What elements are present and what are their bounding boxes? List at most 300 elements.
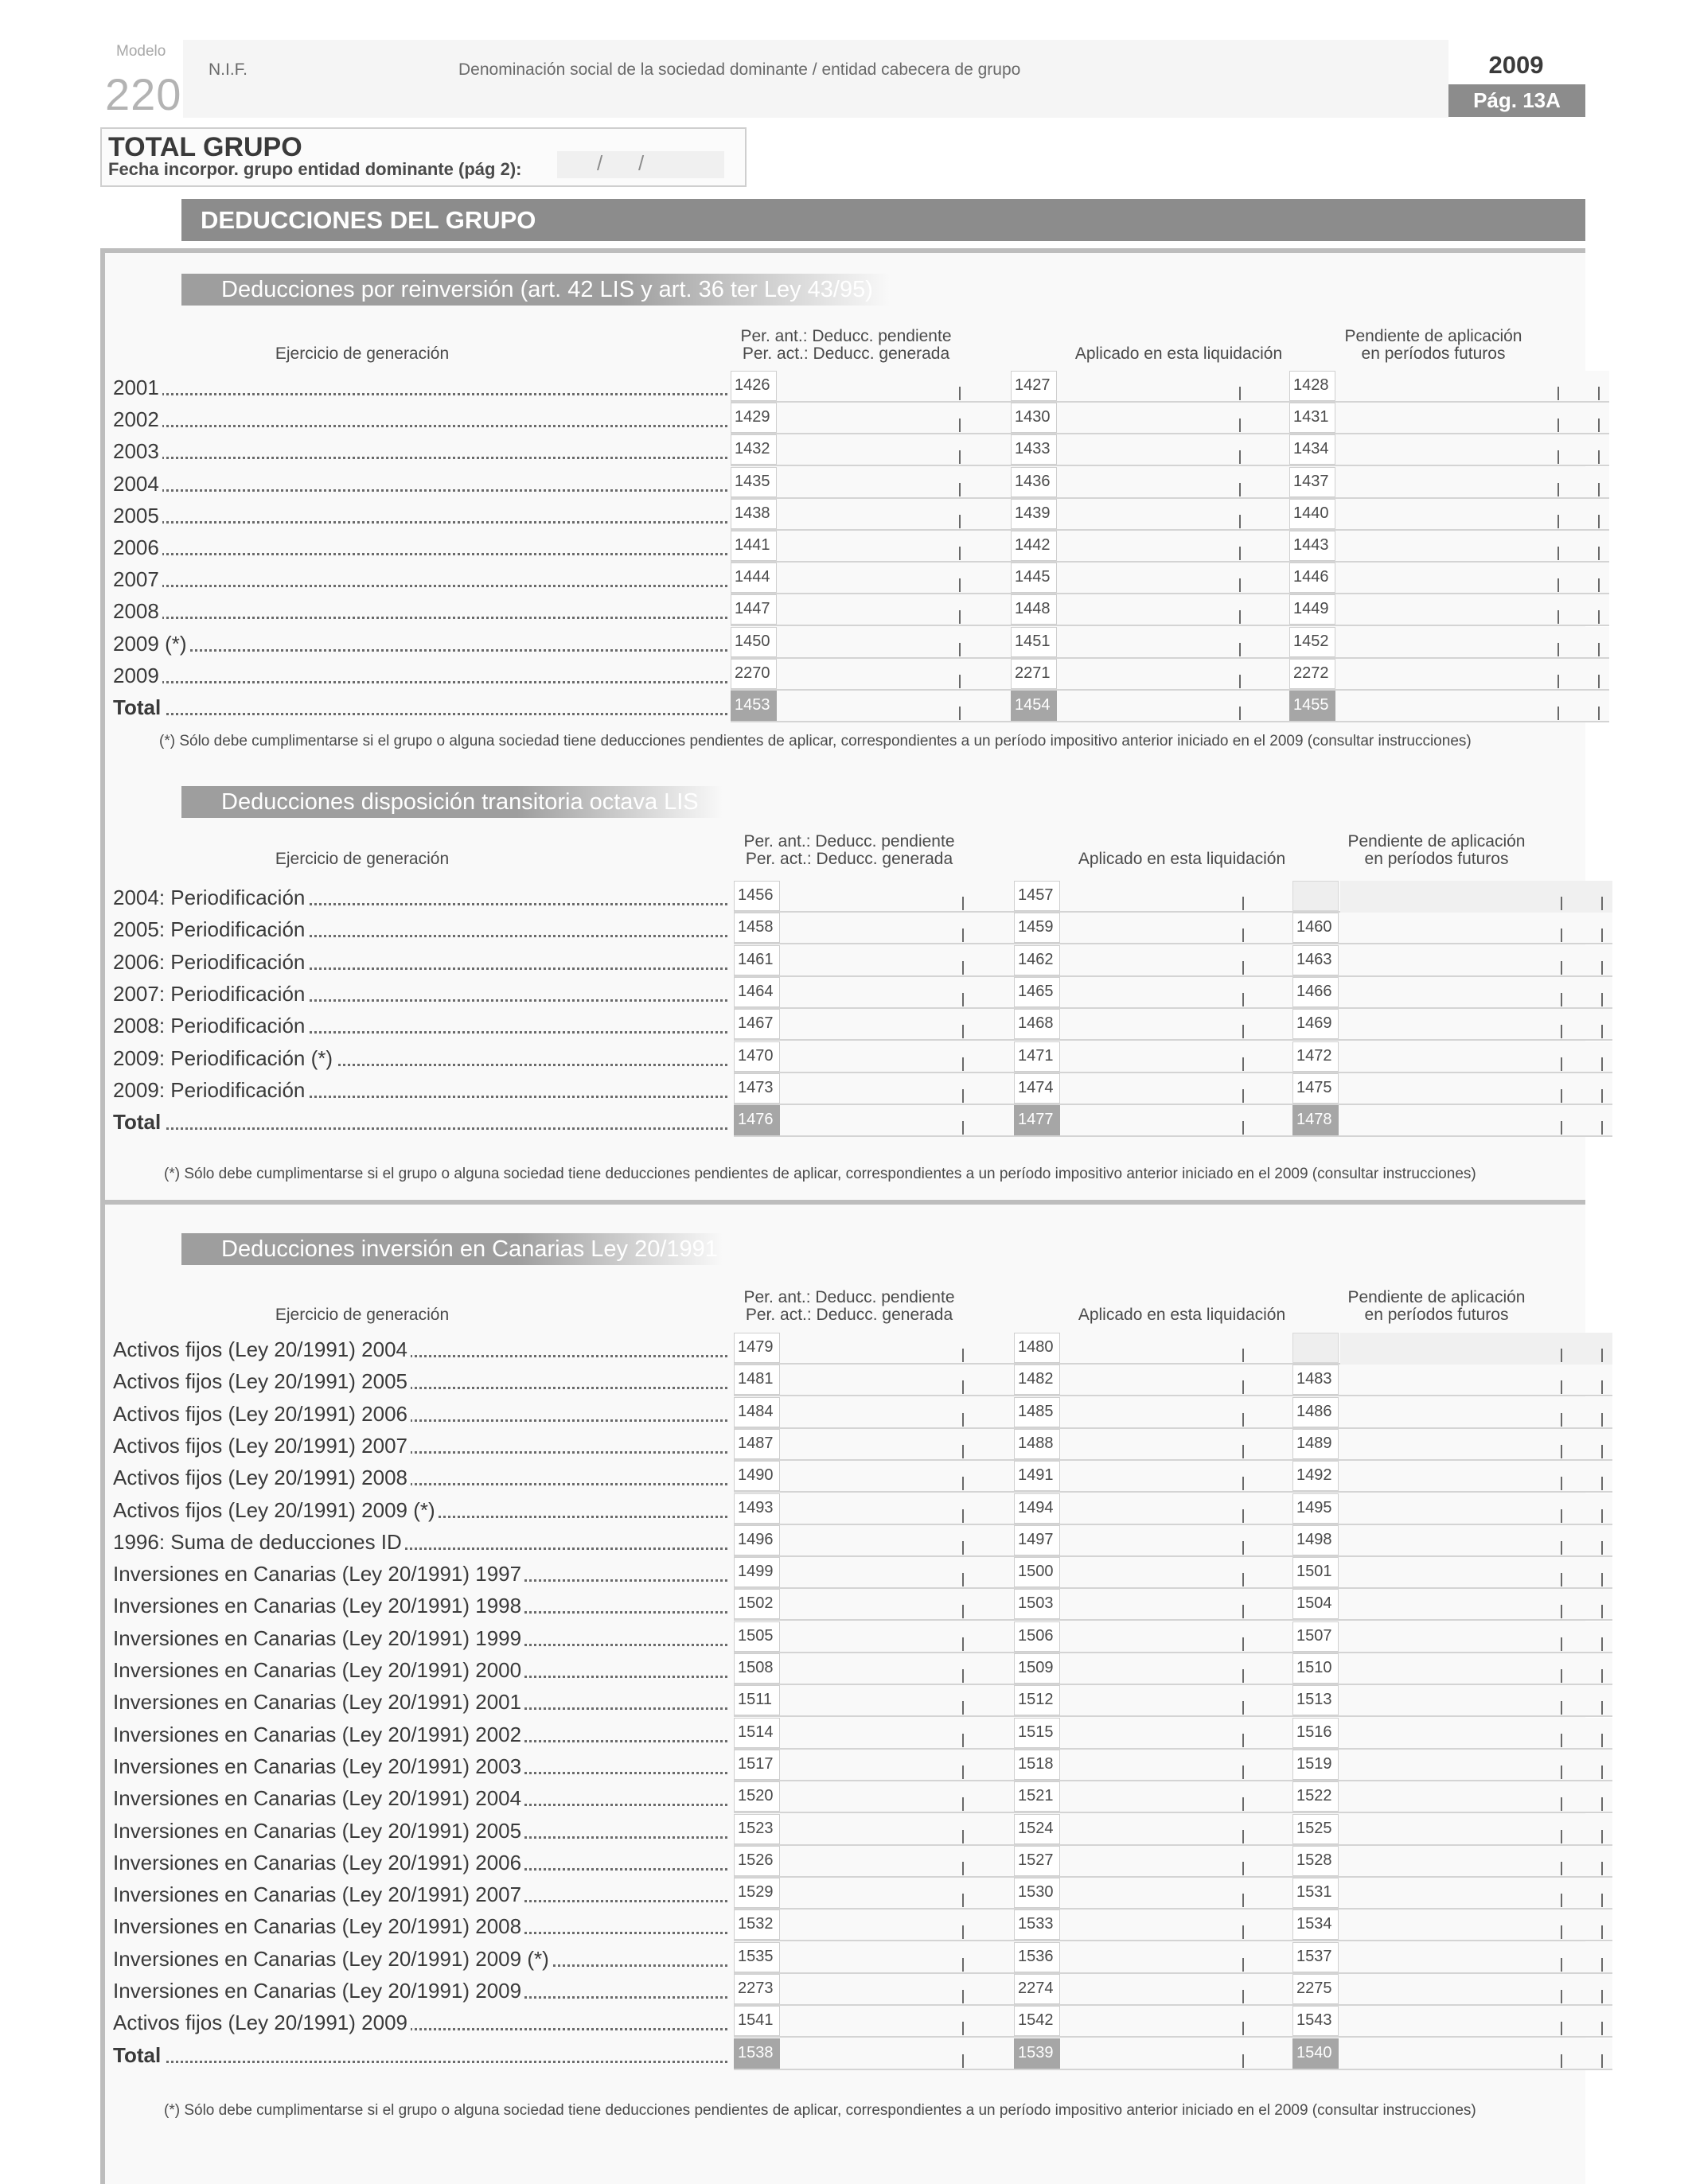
year-label: 2009 <box>1488 51 1544 79</box>
box-code: 1499 <box>734 1557 780 1587</box>
decimal-separator <box>1561 1477 1562 1490</box>
box-code: 1429 <box>731 403 777 433</box>
amount-cell[interactable] <box>1014 2006 1294 2038</box>
amount-cell[interactable] <box>731 467 1011 499</box>
amount-input[interactable] <box>1337 467 1609 499</box>
amount-cell[interactable] <box>1292 1974 1612 2006</box>
amount-input[interactable] <box>782 1105 1014 1137</box>
amount-cell[interactable] <box>1011 531 1291 563</box>
amount-input[interactable] <box>1062 1493 1294 1525</box>
amount-input[interactable] <box>1337 691 1609 722</box>
amount-input[interactable] <box>1340 1718 1612 1750</box>
amount-input[interactable] <box>782 1009 1014 1041</box>
table-row <box>0 1846 1692 1878</box>
amount-input[interactable] <box>1062 1878 1294 1910</box>
amount-input[interactable] <box>1337 594 1609 626</box>
amount-cell[interactable] <box>1014 1397 1294 1429</box>
amount-input[interactable] <box>1062 1365 1294 1396</box>
box-code: 1478 <box>1292 1105 1339 1135</box>
amount-input[interactable] <box>1062 1397 1294 1429</box>
amount-input[interactable] <box>1340 1041 1612 1073</box>
decimal-separator <box>1561 1573 1562 1586</box>
date-separator: / <box>638 151 645 175</box>
amount-cell[interactable] <box>1292 977 1612 1009</box>
decimal-separator <box>959 387 961 400</box>
amount-input[interactable] <box>782 1814 1014 1846</box>
amount-cell[interactable] <box>1292 1557 1612 1589</box>
amount-input[interactable] <box>782 1557 1014 1589</box>
decimal-separator <box>1601 1894 1603 1907</box>
amount-input[interactable] <box>1340 1009 1612 1041</box>
amount-cell[interactable] <box>1014 1910 1294 1941</box>
amount-input[interactable] <box>778 691 1011 722</box>
amount-input[interactable] <box>1340 1750 1612 1781</box>
amount-cell[interactable] <box>1292 1105 1612 1137</box>
amount-input[interactable] <box>1062 1718 1294 1750</box>
amount-cell[interactable] <box>1014 1105 1294 1137</box>
amount-cell[interactable] <box>1014 1461 1294 1493</box>
amount-input[interactable] <box>1340 1493 1612 1525</box>
amount-cell[interactable] <box>1014 1685 1294 1717</box>
amount-cell[interactable] <box>1011 659 1291 691</box>
amount-input[interactable] <box>778 467 1011 499</box>
amount-cell[interactable] <box>1011 467 1291 499</box>
amount-input[interactable] <box>782 1781 1014 1813</box>
amount-input[interactable] <box>1058 434 1291 466</box>
box-code: 1511 <box>734 1685 780 1715</box>
decimal-separator <box>1557 419 1559 432</box>
amount-input[interactable] <box>1340 1333 1612 1365</box>
amount-input[interactable] <box>778 531 1011 563</box>
amount-input[interactable] <box>1340 1557 1612 1589</box>
decimal-separator <box>1561 1445 1562 1458</box>
amount-input[interactable] <box>782 2006 1014 2038</box>
modelo-label: Modelo <box>116 43 166 60</box>
amount-cell[interactable] <box>1292 1621 1612 1653</box>
amount-cell[interactable] <box>1011 403 1291 434</box>
amount-input[interactable] <box>1337 531 1609 563</box>
amount-input[interactable] <box>1058 627 1291 659</box>
row-label-text: 2005: Periodificación <box>113 917 308 941</box>
amount-input[interactable] <box>782 1493 1014 1525</box>
amount-cell[interactable] <box>1292 2038 1612 2070</box>
box-code: 1456 <box>734 881 780 911</box>
amount-cell[interactable] <box>1289 627 1609 659</box>
amount-input[interactable] <box>1340 2006 1612 2038</box>
amount-cell[interactable] <box>1292 945 1612 977</box>
amount-input[interactable] <box>782 1365 1014 1396</box>
amount-cell[interactable] <box>1014 1653 1294 1685</box>
amount-cell[interactable] <box>1292 1910 1612 1941</box>
amount-input[interactable] <box>1062 2038 1294 2070</box>
amount-cell[interactable] <box>1014 1750 1294 1781</box>
amount-cell[interactable] <box>734 1493 1014 1525</box>
amount-input[interactable] <box>1062 1685 1294 1717</box>
amount-input[interactable] <box>1058 563 1291 594</box>
amount-input[interactable] <box>782 1974 1014 2006</box>
amount-input[interactable] <box>1058 371 1291 403</box>
amount-cell[interactable] <box>1289 563 1609 594</box>
amount-input[interactable] <box>1062 913 1294 944</box>
amount-input[interactable] <box>782 1846 1014 1878</box>
amount-cell[interactable] <box>731 531 1011 563</box>
amount-input[interactable] <box>1340 1653 1612 1685</box>
amount-input[interactable] <box>1062 1653 1294 1685</box>
amount-cell[interactable] <box>731 499 1011 531</box>
amount-cell[interactable] <box>1014 1846 1294 1878</box>
amount-input[interactable] <box>1062 1073 1294 1105</box>
amount-cell[interactable] <box>1292 1846 1612 1878</box>
amount-cell[interactable] <box>1289 531 1609 563</box>
amount-input[interactable] <box>1340 1589 1612 1621</box>
amount-input[interactable] <box>1337 434 1609 466</box>
amount-input[interactable] <box>1340 1397 1612 1429</box>
amount-cell[interactable] <box>1289 594 1609 626</box>
amount-input[interactable] <box>778 434 1011 466</box>
amount-input[interactable] <box>1340 1781 1612 1813</box>
amount-cell[interactable] <box>1014 945 1294 977</box>
amount-input[interactable] <box>1340 881 1612 913</box>
amount-input[interactable] <box>1337 371 1609 403</box>
amount-cell[interactable] <box>1014 1073 1294 1105</box>
amount-cell[interactable] <box>734 1009 1014 1041</box>
amount-cell[interactable] <box>734 1974 1014 2006</box>
amount-input[interactable] <box>1340 1846 1612 1878</box>
amount-input[interactable] <box>1062 977 1294 1009</box>
decimal-separator <box>962 1605 964 1618</box>
decimal-separator <box>959 643 961 656</box>
amount-input[interactable] <box>1337 563 1609 594</box>
amount-cell[interactable] <box>734 1073 1014 1105</box>
amount-cell[interactable] <box>1289 691 1609 722</box>
amount-cell[interactable] <box>1014 1589 1294 1621</box>
amount-input[interactable] <box>1340 1429 1612 1461</box>
amount-input[interactable] <box>1062 1942 1294 1974</box>
decimal-separator <box>1239 610 1241 624</box>
amount-input[interactable] <box>1058 594 1291 626</box>
amount-input[interactable] <box>1058 467 1291 499</box>
fecha-incorporacion-field[interactable] <box>557 151 724 178</box>
amount-cell[interactable] <box>1289 371 1609 403</box>
amount-cell[interactable] <box>1292 1781 1612 1813</box>
amount-cell[interactable] <box>734 1461 1014 1493</box>
amount-input[interactable] <box>778 627 1011 659</box>
amount-input[interactable] <box>1340 1525 1612 1557</box>
amount-cell[interactable] <box>1292 1493 1612 1525</box>
amount-input[interactable] <box>1058 499 1291 531</box>
decimal-separator <box>962 1797 964 1811</box>
amount-input[interactable] <box>1340 1365 1612 1396</box>
amount-input[interactable] <box>1340 1814 1612 1846</box>
amount-input[interactable] <box>1062 1041 1294 1073</box>
amount-cell[interactable] <box>1011 434 1291 466</box>
amount-cell[interactable] <box>734 945 1014 977</box>
amount-input[interactable] <box>778 499 1011 531</box>
amount-cell[interactable] <box>734 1557 1014 1589</box>
row-label-text: Inversiones en Canarias (Ley 20/1991) 1998 <box>113 1594 524 1618</box>
row-label <box>113 439 727 464</box>
amount-cell[interactable] <box>734 1942 1014 1974</box>
box-code: 1519 <box>1292 1750 1339 1780</box>
amount-input[interactable] <box>1058 691 1291 722</box>
box-code: 1543 <box>1292 2006 1339 2036</box>
amount-cell[interactable] <box>1014 1621 1294 1653</box>
amount-cell[interactable] <box>1292 2006 1612 2038</box>
amount-cell[interactable] <box>1014 1814 1294 1846</box>
decimal-separator <box>1242 928 1244 942</box>
amount-cell[interactable] <box>1292 1429 1612 1461</box>
amount-cell[interactable] <box>1292 1589 1612 1621</box>
amount-input[interactable] <box>1340 945 1612 977</box>
amount-cell[interactable] <box>731 563 1011 594</box>
amount-input[interactable] <box>1340 2038 1612 2070</box>
amount-input[interactable] <box>782 1878 1014 1910</box>
amount-cell[interactable] <box>734 1878 1014 1910</box>
box-code: 1540 <box>1292 2038 1339 2069</box>
amount-cell[interactable] <box>1292 1525 1612 1557</box>
amount-cell[interactable] <box>734 977 1014 1009</box>
amount-cell[interactable] <box>1014 1365 1294 1396</box>
amount-cell[interactable] <box>734 1589 1014 1621</box>
amount-input[interactable] <box>1058 531 1291 563</box>
amount-input[interactable] <box>1058 659 1291 691</box>
amount-input[interactable] <box>1062 1009 1294 1041</box>
decimal-separator <box>1239 707 1241 720</box>
amount-input[interactable] <box>782 1041 1014 1073</box>
amount-input[interactable] <box>782 1718 1014 1750</box>
amount-cell[interactable] <box>734 1525 1014 1557</box>
amount-cell[interactable] <box>1014 1718 1294 1750</box>
amount-input[interactable] <box>1337 403 1609 434</box>
amount-cell[interactable] <box>1014 1429 1294 1461</box>
table-row <box>0 1525 1692 1557</box>
amount-input[interactable] <box>1340 1621 1612 1653</box>
amount-cell[interactable] <box>1014 1974 1294 2006</box>
amount-cell[interactable] <box>1292 1333 1612 1365</box>
dot-leader <box>113 585 727 587</box>
amount-input[interactable] <box>1062 1429 1294 1461</box>
amount-cell[interactable] <box>1014 1493 1294 1525</box>
amount-cell[interactable] <box>1292 1718 1612 1750</box>
amount-cell[interactable] <box>1011 499 1291 531</box>
amount-cell[interactable] <box>734 1910 1014 1941</box>
amount-input[interactable] <box>1062 1557 1294 1589</box>
amount-input[interactable] <box>1062 1974 1294 2006</box>
amount-cell[interactable] <box>1014 913 1294 944</box>
amount-cell[interactable] <box>731 434 1011 466</box>
amount-cell[interactable] <box>731 403 1011 434</box>
box-code: 1525 <box>1292 1814 1339 1844</box>
amount-input[interactable] <box>782 1073 1014 1105</box>
amount-cell[interactable] <box>734 2038 1014 2070</box>
amount-cell[interactable] <box>734 1846 1014 1878</box>
amount-cell[interactable] <box>1014 1781 1294 1813</box>
amount-cell[interactable] <box>1289 499 1609 531</box>
amount-input[interactable] <box>1062 2006 1294 2038</box>
amount-cell[interactable] <box>1011 627 1291 659</box>
amount-input[interactable] <box>778 563 1011 594</box>
amount-input[interactable] <box>782 1429 1014 1461</box>
table-row <box>0 1942 1692 1974</box>
amount-input[interactable] <box>782 1333 1014 1365</box>
amount-cell[interactable] <box>731 659 1011 691</box>
amount-cell[interactable] <box>1292 1041 1612 1073</box>
amount-cell[interactable] <box>731 627 1011 659</box>
amount-input[interactable] <box>782 1653 1014 1685</box>
amount-cell[interactable] <box>734 1429 1014 1461</box>
amount-input[interactable] <box>1337 659 1609 691</box>
amount-cell[interactable] <box>734 1718 1014 1750</box>
amount-cell[interactable] <box>1292 1397 1612 1429</box>
amount-cell[interactable] <box>1289 659 1609 691</box>
amount-cell[interactable] <box>1014 1009 1294 1041</box>
amount-input[interactable] <box>778 659 1011 691</box>
row-label-text: Inversiones en Canarias (Ley 20/1991) 2000 <box>113 1658 524 1682</box>
amount-input[interactable] <box>1062 945 1294 977</box>
amount-cell[interactable] <box>734 1333 1014 1365</box>
amount-cell[interactable] <box>734 1621 1014 1653</box>
amount-input[interactable] <box>1062 1333 1294 1365</box>
amount-input[interactable] <box>1062 1525 1294 1557</box>
amount-cell[interactable] <box>734 1105 1014 1137</box>
footnote: (*) Sólo debe cumplimentarse si el grupo o alguna sociedad tiene deducciones pendientes de aplicar, correspondientes a un período impositivo anterior iniciado en el 2009 (consultar instrucciones) <box>159 733 1472 749</box>
amount-cell[interactable] <box>1292 1750 1612 1781</box>
amount-input[interactable] <box>782 945 1014 977</box>
row-label <box>113 1819 727 1843</box>
amount-cell[interactable] <box>1292 1653 1612 1685</box>
amount-cell[interactable] <box>1292 881 1612 913</box>
amount-cell[interactable] <box>734 1041 1014 1073</box>
amount-cell[interactable] <box>1292 1009 1612 1041</box>
decimal-separator <box>1561 1637 1562 1651</box>
amount-cell[interactable] <box>1292 1685 1612 1717</box>
amount-input[interactable] <box>1062 1105 1294 1137</box>
decimal-separator <box>1598 547 1600 560</box>
amount-input[interactable] <box>782 1910 1014 1941</box>
amount-cell[interactable] <box>1292 1814 1612 1846</box>
amount-cell[interactable] <box>1014 1878 1294 1910</box>
box-code: 1457 <box>1014 881 1060 911</box>
amount-cell[interactable] <box>1292 1073 1612 1105</box>
amount-cell[interactable] <box>734 913 1014 944</box>
amount-input[interactable] <box>1062 1461 1294 1493</box>
amount-input[interactable] <box>782 1461 1014 1493</box>
amount-input[interactable] <box>1062 1750 1294 1781</box>
amount-input[interactable] <box>782 1621 1014 1653</box>
amount-cell[interactable] <box>1011 594 1291 626</box>
amount-input[interactable] <box>1340 1942 1612 1974</box>
amount-cell[interactable] <box>734 881 1014 913</box>
amount-cell[interactable] <box>731 371 1011 403</box>
amount-input[interactable] <box>782 1589 1014 1621</box>
amount-input[interactable] <box>782 1942 1014 1974</box>
amount-cell[interactable] <box>734 1685 1014 1717</box>
amount-cell[interactable] <box>1011 371 1291 403</box>
amount-input[interactable] <box>782 1397 1014 1429</box>
amount-cell[interactable] <box>1292 1365 1612 1396</box>
amount-input[interactable] <box>1340 1073 1612 1105</box>
amount-input[interactable] <box>1062 1846 1294 1878</box>
amount-cell[interactable] <box>1014 1557 1294 1589</box>
decimal-separator <box>1561 1797 1562 1811</box>
amount-cell[interactable] <box>734 1750 1014 1781</box>
amount-input[interactable] <box>1062 1781 1294 1813</box>
amount-cell[interactable] <box>734 2006 1014 2038</box>
amount-input[interactable] <box>1340 1974 1612 2006</box>
amount-input[interactable] <box>1340 913 1612 944</box>
amount-input[interactable] <box>1340 977 1612 1009</box>
amount-input[interactable] <box>1062 1589 1294 1621</box>
amount-input[interactable] <box>782 1685 1014 1717</box>
decimal-separator <box>1557 450 1559 464</box>
box-code: 1462 <box>1014 945 1060 975</box>
box-code: 1477 <box>1014 1105 1060 1135</box>
amount-input[interactable] <box>1340 1685 1612 1717</box>
amount-input[interactable] <box>1062 881 1294 913</box>
row-label-text: Total <box>113 2043 164 2067</box>
amount-cell[interactable] <box>1292 913 1612 944</box>
amount-input[interactable] <box>782 913 1014 944</box>
amount-cell[interactable] <box>1011 563 1291 594</box>
decimal-separator <box>962 1089 964 1103</box>
amount-input[interactable] <box>1062 1621 1294 1653</box>
amount-input[interactable] <box>782 1525 1014 1557</box>
amount-cell[interactable] <box>1289 434 1609 466</box>
amount-cell[interactable] <box>1292 1461 1612 1493</box>
amount-input[interactable] <box>1062 1910 1294 1941</box>
amount-input[interactable] <box>778 594 1011 626</box>
row-label-text: Inversiones en Canarias (Ley 20/1991) 2009 <box>113 1979 524 2003</box>
amount-cell[interactable] <box>1014 1525 1294 1557</box>
amount-cell[interactable] <box>734 1781 1014 1813</box>
row-label <box>113 695 727 720</box>
amount-cell[interactable] <box>1014 1041 1294 1073</box>
amount-cell[interactable] <box>1014 977 1294 1009</box>
amount-cell[interactable] <box>1014 881 1294 913</box>
amount-input[interactable] <box>1340 1910 1612 1941</box>
amount-cell[interactable] <box>734 1397 1014 1429</box>
amount-input[interactable] <box>778 403 1011 434</box>
amount-input[interactable] <box>1058 403 1291 434</box>
amount-cell[interactable] <box>1014 1333 1294 1365</box>
decimal-separator <box>1561 1380 1562 1394</box>
box-code: 1460 <box>1292 913 1339 943</box>
amount-cell[interactable] <box>1292 1942 1612 1974</box>
amount-input[interactable] <box>782 2038 1014 2070</box>
amount-input[interactable] <box>782 881 1014 913</box>
amount-input[interactable] <box>1340 1461 1612 1493</box>
amount-cell[interactable] <box>1289 403 1609 434</box>
amount-input[interactable] <box>1340 1105 1612 1137</box>
amount-input[interactable] <box>782 1750 1014 1781</box>
amount-cell[interactable] <box>1011 691 1291 722</box>
amount-input[interactable] <box>782 977 1014 1009</box>
amount-cell[interactable] <box>731 691 1011 722</box>
amount-cell[interactable] <box>1014 2038 1294 2070</box>
amount-input[interactable] <box>1337 499 1609 531</box>
amount-input[interactable] <box>1062 1814 1294 1846</box>
amount-input[interactable] <box>778 371 1011 403</box>
amount-cell[interactable] <box>734 1365 1014 1396</box>
amount-cell[interactable] <box>1014 1942 1294 1974</box>
amount-cell[interactable] <box>734 1653 1014 1685</box>
amount-cell[interactable] <box>1292 1878 1612 1910</box>
amount-input[interactable] <box>1340 1878 1612 1910</box>
amount-cell[interactable] <box>1289 467 1609 499</box>
amount-cell[interactable] <box>734 1814 1014 1846</box>
amount-input[interactable] <box>1337 627 1609 659</box>
amount-cell[interactable] <box>731 594 1011 626</box>
